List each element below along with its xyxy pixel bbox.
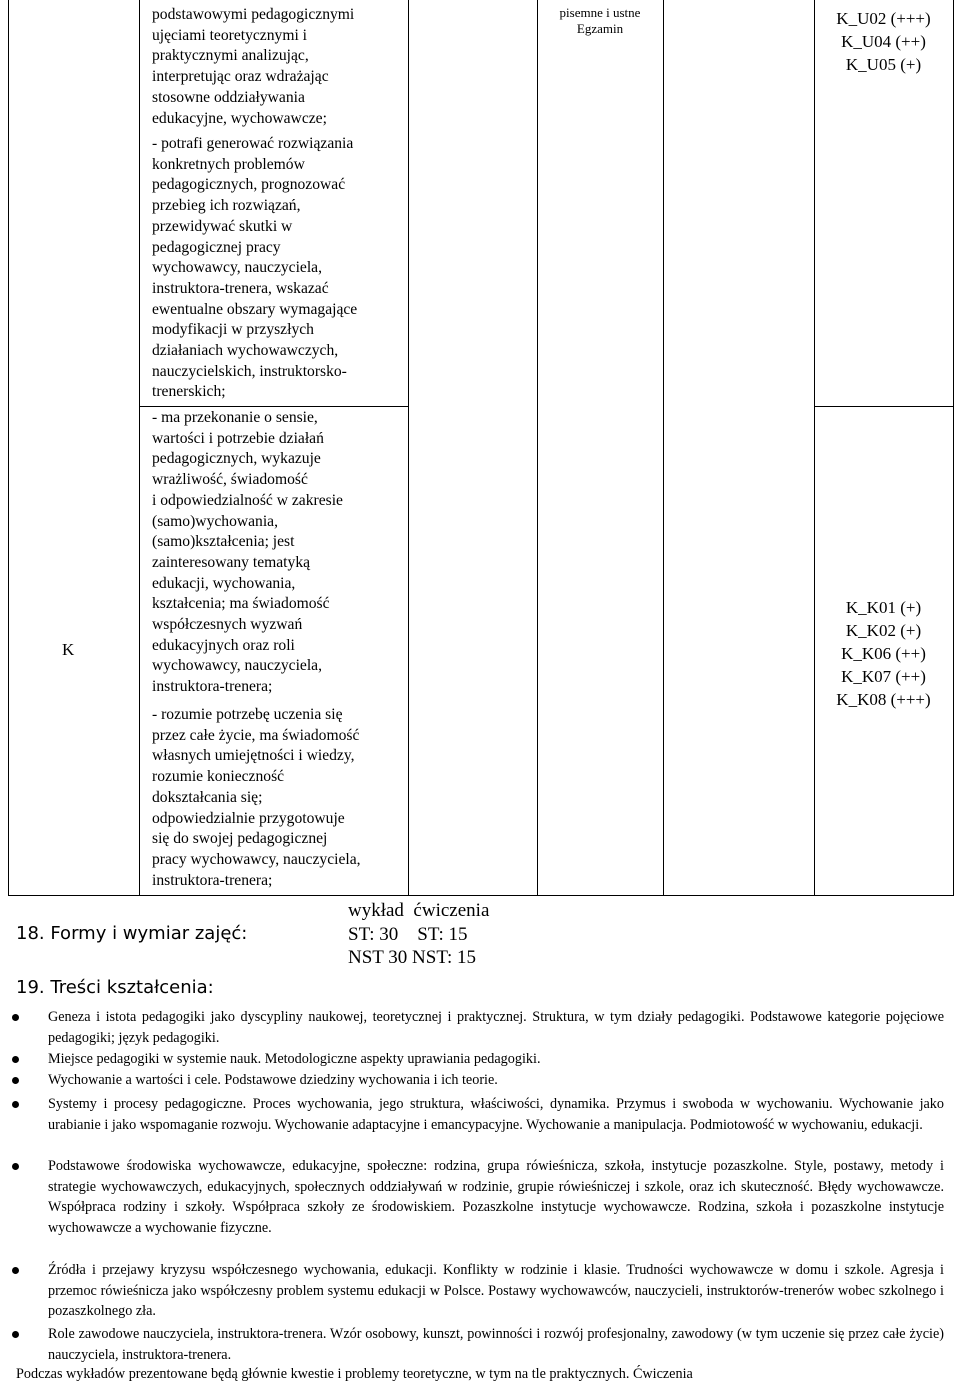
text-line: się do swojej pedagogicznej xyxy=(152,830,328,848)
section-19-heading: 19. Treści kształcenia: xyxy=(16,977,214,998)
bullet-icon xyxy=(12,1267,19,1274)
text-line: współczesnych wyzwań xyxy=(152,616,303,634)
table-border-col3 xyxy=(537,0,538,896)
table-row-divider xyxy=(139,406,408,407)
list-item xyxy=(48,1094,944,1135)
text-line: wrażliwość, świadomość xyxy=(152,471,308,489)
text-line: rozumie konieczność xyxy=(152,768,285,786)
text-line: instruktora-trenera; xyxy=(152,871,273,889)
list-item-text: Podstawowe środowiska wychowawcze, edukacyjne, społeczne: rodzina, grupa rówieśnicza, szkoła, instytucje pozaszkolne. Style, postawy, metody i strategie wychowawczych, edukacyjnych, społecznych oddziaływań w rodzinie, grupie rówieśniczej i szkole, oraz ich skuteczność. Błędy wychowawcze. Współpraca rodziny i szkoły. Współpraca szkoły ze środowiskiem. Pozaszkolne instytucje wychowawcze. Rodzina, szkoła i pozaszkolne instytucje wychowawcze a wychowanie fizyczne. xyxy=(48,1158,944,1236)
forms-nst-row: NST 30 NST: 15 xyxy=(348,947,477,968)
text-line: działaniach wychowawczych, xyxy=(152,342,339,360)
text-line: odpowiedzialnie przygotowuje xyxy=(152,809,345,827)
text-line: dokształcania się; xyxy=(152,788,263,806)
table-border-left xyxy=(8,0,9,896)
text-line: kształcenia; ma świadomość xyxy=(152,595,330,613)
table-border-col2 xyxy=(408,0,409,896)
table-border-col5 xyxy=(814,0,815,896)
text-line: wychowawcy, nauczyciela, xyxy=(152,259,323,277)
category-label: K xyxy=(62,640,75,659)
table-row-divider-codes xyxy=(814,406,953,407)
list-item xyxy=(48,1156,944,1238)
text-line: przewidywać skutki w xyxy=(152,217,293,235)
forms-header-row: wykład ćwiczenia xyxy=(348,900,490,921)
text-line: - potrafi generować rozwiązania xyxy=(152,135,354,152)
text-line: pracy wychowawcy, nauczyciela, xyxy=(152,850,361,868)
list-item-text: Role zawodowe nauczyciela, instruktora-trenera. Wzór osobowy, kunszt, powinności i rozwój profesjonalny, zawodowy (w tym uczenie się przez całe życie) nauczyciela, instruktora-trenera. xyxy=(48,1326,944,1363)
list-item xyxy=(48,1007,944,1048)
table-border-col4 xyxy=(663,0,664,896)
bullet-icon xyxy=(12,1163,19,1170)
assessment-method xyxy=(537,5,663,37)
code-line: K_K01 (+) xyxy=(845,598,922,617)
text-line: interpretując oraz wdrażając xyxy=(152,68,329,86)
text-line: nauczycielskich, instruktorsko- xyxy=(152,362,347,380)
closing-paragraph: Podczas wykładów prezentowane będą głównie kwestie i problemy teoretyczne, w tym na tle praktycznych. Ćwiczenia xyxy=(16,1366,693,1382)
code-line: K_U04 (++) xyxy=(841,32,926,51)
list-item xyxy=(48,1324,944,1365)
code-line: K_U05 (+) xyxy=(845,55,922,74)
text-line: instruktora-trenera; xyxy=(152,678,273,696)
text-line: przebieg ich rozwiązań, xyxy=(152,197,301,215)
table-border-col1 xyxy=(139,0,140,896)
list-item xyxy=(48,1260,944,1322)
text-line: ujęciami teoretycznymi i xyxy=(152,26,308,44)
text-line: modyfikacji w przyszłych xyxy=(152,321,314,339)
bullet-icon xyxy=(12,1331,19,1338)
code-line: K_K07 (++) xyxy=(841,667,926,686)
text-line: pedagogicznej pracy xyxy=(152,238,281,256)
list-item-text: Źródła i przejawy kryzysu współczesnego wychowania, edukacji. Konflikty w rodzinie i klasie. Trudności wychowawcze w domu i szkole. Agresja i przemoc rówieśnicza jako współczesny problem systemu edukacji w Polsce. Postawy wychowawców, nauczycieli, instruktorów-trenerów wobec szkolnego i pozaszkolnego zła. xyxy=(48,1262,944,1320)
section-18-heading: 18. Formy i wymiar zajęć: xyxy=(16,923,248,944)
text-line: wychowawcy, nauczyciela, xyxy=(152,657,323,675)
table-border-bottom xyxy=(8,895,954,896)
list-item-text: Geneza i istota pedagogiki jako dyscypliny naukowej, teoretycznej i praktycznej. Struktura, w tym działy pedagogiki. Podstawowe kategorie pojęciowe pedagogiki; język pedagogiki. xyxy=(48,1009,944,1046)
text-line: przez całe życie, ma świadomość xyxy=(152,726,360,744)
bullet-icon xyxy=(12,1077,19,1084)
assessment-line: pisemne i ustne xyxy=(559,5,641,20)
text-line: konkretnych problemów xyxy=(152,155,305,173)
code-line: K_U02 (+++) xyxy=(836,9,931,28)
bullet-icon xyxy=(12,1056,19,1063)
forms-st-row: ST: 30 ST: 15 xyxy=(348,923,468,945)
text-line: własnych umiejętności i wiedzy, xyxy=(152,747,355,765)
skill-codes xyxy=(814,7,953,76)
text-line: pedagogicznych, wykazuje xyxy=(152,450,321,468)
text-line: wartości i potrzebie działań xyxy=(152,429,324,447)
text-line: trenerskich; xyxy=(152,383,226,401)
text-line: ewentualne obszary wymagające xyxy=(152,300,358,318)
text-line: (samo)kształcenia; jest xyxy=(152,533,295,551)
code-line: K_K08 (+++) xyxy=(836,690,931,709)
text-line: praktycznymi analizując, xyxy=(152,47,309,65)
text-line: stosowne oddziaływania xyxy=(152,88,305,106)
outcome-cell-top xyxy=(152,5,354,129)
list-item-text: Miejsce pedagogiki w systemie nauk. Metodologiczne aspekty uprawiania pedagogiki. xyxy=(48,1051,541,1067)
text-line: instruktora-trenera, wskazać xyxy=(152,279,329,297)
outcome-cell-problems xyxy=(152,134,357,403)
text-line: i odpowiedzialność w zakresie xyxy=(152,491,343,509)
competence-codes xyxy=(814,596,953,711)
text-line: pedagogicznych, prognozować xyxy=(152,176,346,194)
list-item-text: Wychowanie a wartości i cele. Podstawowe dziedziny wychowania i ich teorie. xyxy=(48,1072,498,1088)
table-border-right xyxy=(953,0,954,896)
class-forms-table xyxy=(348,899,489,970)
code-line: K_K06 (++) xyxy=(841,644,926,663)
text-line: edukacyjnych oraz roli xyxy=(152,636,295,654)
text-line: edukacji, wychowania, xyxy=(152,574,296,592)
text-line: zainteresowany tematyką xyxy=(152,553,311,571)
outcome-cell-lifelong xyxy=(152,705,361,891)
outcome-cell-competence xyxy=(152,408,343,698)
assessment-line: Egzamin xyxy=(576,21,624,36)
list-item-text: Systemy i procesy pedagogiczne. Proces wychowania, jego struktura, właściwości, dynamika. Przymus i swoboda w wychowaniu. Wychowanie jako urabianie i jako wspomaganie rozwoju. Wychowanie adaptacyjne i emancypacyjne. Wychowanie a manipulacja. Podmiotowość w wychowaniu, edukacji. xyxy=(48,1096,944,1133)
code-line: K_K02 (+) xyxy=(845,621,922,640)
text-line: - rozumie potrzebę uczenia się xyxy=(152,706,343,723)
bullet-icon xyxy=(12,1014,19,1021)
text-line: (samo)wychowania, xyxy=(152,512,279,530)
text-line: edukacyjne, wychowawcze; xyxy=(152,109,327,127)
text-line: podstawowymi pedagogicznymi xyxy=(152,6,355,23)
list-item xyxy=(48,1070,944,1091)
list-item xyxy=(48,1049,944,1070)
text-line: - ma przekonanie o sensie, xyxy=(152,409,318,426)
bullet-icon xyxy=(12,1101,19,1108)
